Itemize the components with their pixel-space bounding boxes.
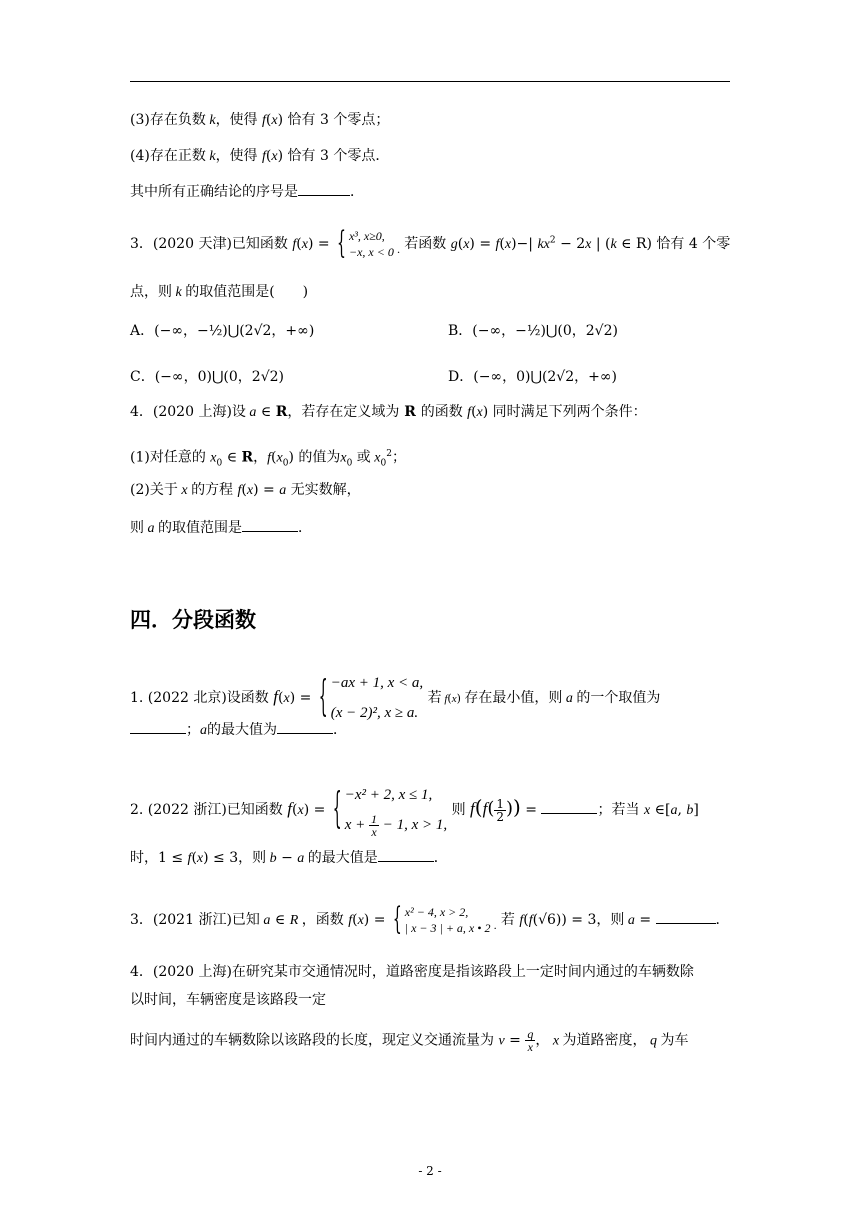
s3-cases <box>405 904 497 936</box>
s1-mid2: 存在最小值，则 <box>464 690 563 706</box>
q3-stem: 3．(2020 天津)已知函数 f(x) = { x³, x≥0, −x, x < 0 · 若函数 g(x) = f(x)−| $kx^2 - 2x$ | (k ∈ R) 恰有 4 个零 <box>130 228 730 260</box>
s4-line-3: 时间内通过的车辆数除以该路段的长度，现定义交通流量为 v = $\frac{q}{x}$ ， x 为道路密度， q 为车 <box>130 1027 689 1054</box>
q3-stem-line-2: 点，则 k 的取值范围是( ) <box>130 284 309 300</box>
q4-cond1d: 或 <box>356 449 371 466</box>
s4-line3d: 为车 <box>660 1032 689 1049</box>
s3-label: 3．(2021 浙江)已知 <box>130 912 260 928</box>
prev-item-4: (4)存在正数 k，使得 f(x) 恰有 3 个零点． <box>130 148 390 164</box>
q3-tail: 恰有 4 个零 <box>656 236 731 252</box>
s3-brace: { <box>392 902 402 938</box>
prev-item-4-tail: ，使得 <box>215 148 258 164</box>
s2-fraction: $\frac{1}{x}$ <box>370 812 377 840</box>
s2-case-1: −x² + 2, x ≤ 1, <box>344 787 433 803</box>
q3-option-d[interactable] <box>448 366 617 386</box>
q4-stem: 4．(2020 上海)设 a ∈ R，若存在定义域为 R 的函数 f(x) 同时满足下列两个条件： <box>130 404 647 420</box>
q3-line2b: 的取值范围是( ) <box>185 284 309 300</box>
q4-mid: ，若存在定义域为 <box>287 404 400 420</box>
answer-blank <box>541 801 597 814</box>
q4-cond1a: (1)对任意的 <box>130 449 206 466</box>
s2-cases <box>345 780 447 840</box>
prev-summary <box>130 182 364 202</box>
s1-cases <box>331 668 423 728</box>
q4-answer-line: 则 a 的取值范围是 ． <box>130 520 312 536</box>
option-letter: D． <box>448 369 474 385</box>
q4-cond2c: 无实数解， <box>290 482 361 498</box>
prev-period: ． <box>350 184 364 200</box>
prev-item-4-text: (4)存在正数 <box>130 148 206 164</box>
q3-cases <box>349 228 400 260</box>
s3-mid: ，函数 <box>301 912 344 928</box>
s1-line2b: 的最大值为 <box>207 722 277 738</box>
answer-blank <box>378 849 434 862</box>
s4-line-1: 4．(2020 上海)在研究某市交通情况时，道路密度是指该路段上一定时间内通过的车辆数除 <box>130 964 694 980</box>
s2-line2b: ，则 <box>238 850 267 866</box>
q3-case-2: −x, x < 0 · <box>348 245 400 259</box>
s1-case-1: −ax + 1, x < a, <box>330 675 424 691</box>
s2-line2c: 的最大值是 <box>307 850 378 866</box>
q4-mid2: 的函数 <box>420 404 463 420</box>
q3-line2a: 点，则 <box>130 284 172 300</box>
option-letter: A． <box>130 323 155 339</box>
s2-label: 2. (2022 浙江)已知函数 <box>130 802 283 818</box>
s2-brace: { <box>332 786 342 834</box>
prev-summary-text: 其中所有正确结论的序号是 <box>130 184 298 200</box>
q4-condition-2: (2)关于 x 的方程 f(x) = a 无实数解， <box>130 482 361 498</box>
s2-stem: 2. (2022 浙江)已知函数 f(x) = { −x² + 2, x ≤ 1, x + $\frac{1}{x}$ − 1, x > 1, 则 f(f( $\frac{1}{2}$ )) = ；若当 x ∈[a, b] <box>130 780 699 840</box>
option-letter: B． <box>448 323 473 339</box>
answer-blank <box>242 519 298 532</box>
s3-tail: ，则 <box>596 912 625 928</box>
s2-case-2a: x + <box>344 817 366 833</box>
answer-blank <box>130 721 186 734</box>
s2-tail: ；若当 <box>597 802 640 818</box>
s4-line3a: 时间内通过的车辆数除以该路段的长度，现定义交通流量为 <box>130 1032 494 1049</box>
q3-option-c[interactable] <box>130 366 284 386</box>
prev-item-3-tail: ，使得 <box>215 112 258 128</box>
s1-case-2: (x − 2)², x ≥ a. <box>330 705 419 721</box>
s2-line2a: 时， <box>130 850 158 866</box>
s2-case-2b: − 1, x > 1, <box>382 817 448 833</box>
s1-stem: 1. (2022 北京)设函数 f(x) = { −ax + 1, x < a, (x − 2)², x ≥ a. 若 f(x) 存在最小值，则 a 的一个取值为 <box>130 668 660 728</box>
prev-item-3: (3)存在负数 k，使得 f(x) 恰有 3 个零点； <box>130 112 390 128</box>
s1-label: 1. (2022 北京)设函数 <box>130 690 269 706</box>
option-text: (−∞，−½)⋃(0，2√2) <box>472 323 618 339</box>
q4-cond1c: 的值为 <box>298 449 341 466</box>
q3-option-b[interactable] <box>448 320 618 340</box>
s3-mid2: 若 <box>500 912 515 928</box>
option-text: (−∞，0)⋃(2√2，+∞) <box>473 369 617 385</box>
page-number: - 2 - <box>418 1164 442 1178</box>
s3-case-1: x² − 4, x > 2, <box>404 905 469 919</box>
s4-line3b: ， <box>535 1032 550 1049</box>
prev-item-3-end: 恰有 3 个零点； <box>287 112 390 128</box>
s3-stem: 3．(2021 浙江)已知 a ∈ R ，函数 f(x) = { x² − 4, x > 2, | x − 3 | + a, x • 2 · 若 f(f(√6)) = 3，则 a = ． <box>130 904 730 936</box>
q3-brace: { <box>337 226 346 262</box>
q3-mid: 若函数 <box>404 236 447 252</box>
s3-case-2: | x − 3 | + a, x • 2 · <box>404 921 497 935</box>
s4-fraction: $\frac{q}{x}$ <box>527 1027 534 1054</box>
header-rule <box>130 81 730 82</box>
q3-label: 3．(2020 天津)已知函数 <box>130 236 288 252</box>
q4-answer-b: 的取值范围是 <box>158 520 242 536</box>
s1-line-2: ；a的最大值为 ． <box>130 720 347 741</box>
s4-line-2: 以时间，车辆密度是该路段一定 <box>130 992 326 1008</box>
answer-blank <box>298 183 350 196</box>
s1-brace: { <box>318 674 328 722</box>
option-text: (−∞，−½)⋃(2√2，+∞) <box>154 323 315 339</box>
s4-line3c: 为道路密度， <box>562 1032 647 1049</box>
s2-then: 则 <box>451 802 466 818</box>
q3-option-a[interactable] <box>130 320 314 340</box>
s1-line2a: ； <box>186 722 200 738</box>
q3-case-1: x³, x≥0, <box>348 229 385 243</box>
prev-item-4-end: 恰有 3 个零点． <box>287 148 390 164</box>
s2-half: $\frac{1}{2}$ <box>496 796 504 824</box>
q4-cond2a: (2)关于 <box>130 482 178 498</box>
q4-condition-1: (1)对任意的 $x_0$ ∈ R，$f(x_0)$ 的值为$x_0$ 或 $x_0^2$； <box>130 449 406 469</box>
q4-cond2b: 的方程 <box>191 482 234 498</box>
s2-line-2: 时，1 ≤ f(x) ≤ 3，则 b − a 的最大值是 ． <box>130 850 448 866</box>
option-letter: C． <box>130 369 155 385</box>
answer-blank <box>277 721 333 734</box>
option-text: (−∞，0)⋃(0，2√2) <box>154 369 284 385</box>
section-title: 四．分段函数 <box>130 608 256 632</box>
q4-label: 4．(2020 上海)设 <box>130 404 246 420</box>
q4-answer-a: 则 <box>130 520 144 536</box>
q4-cond1e: ； <box>391 449 406 466</box>
answer-blank <box>656 911 716 924</box>
q4-cond1b: ， <box>253 449 268 466</box>
s1-tail: 的一个取值为 <box>576 690 661 706</box>
s1-mid: 若 <box>427 690 442 706</box>
q4-tail: 同时满足下列两个条件： <box>492 404 647 420</box>
prev-item-3-text: (3)存在负数 <box>130 112 206 128</box>
